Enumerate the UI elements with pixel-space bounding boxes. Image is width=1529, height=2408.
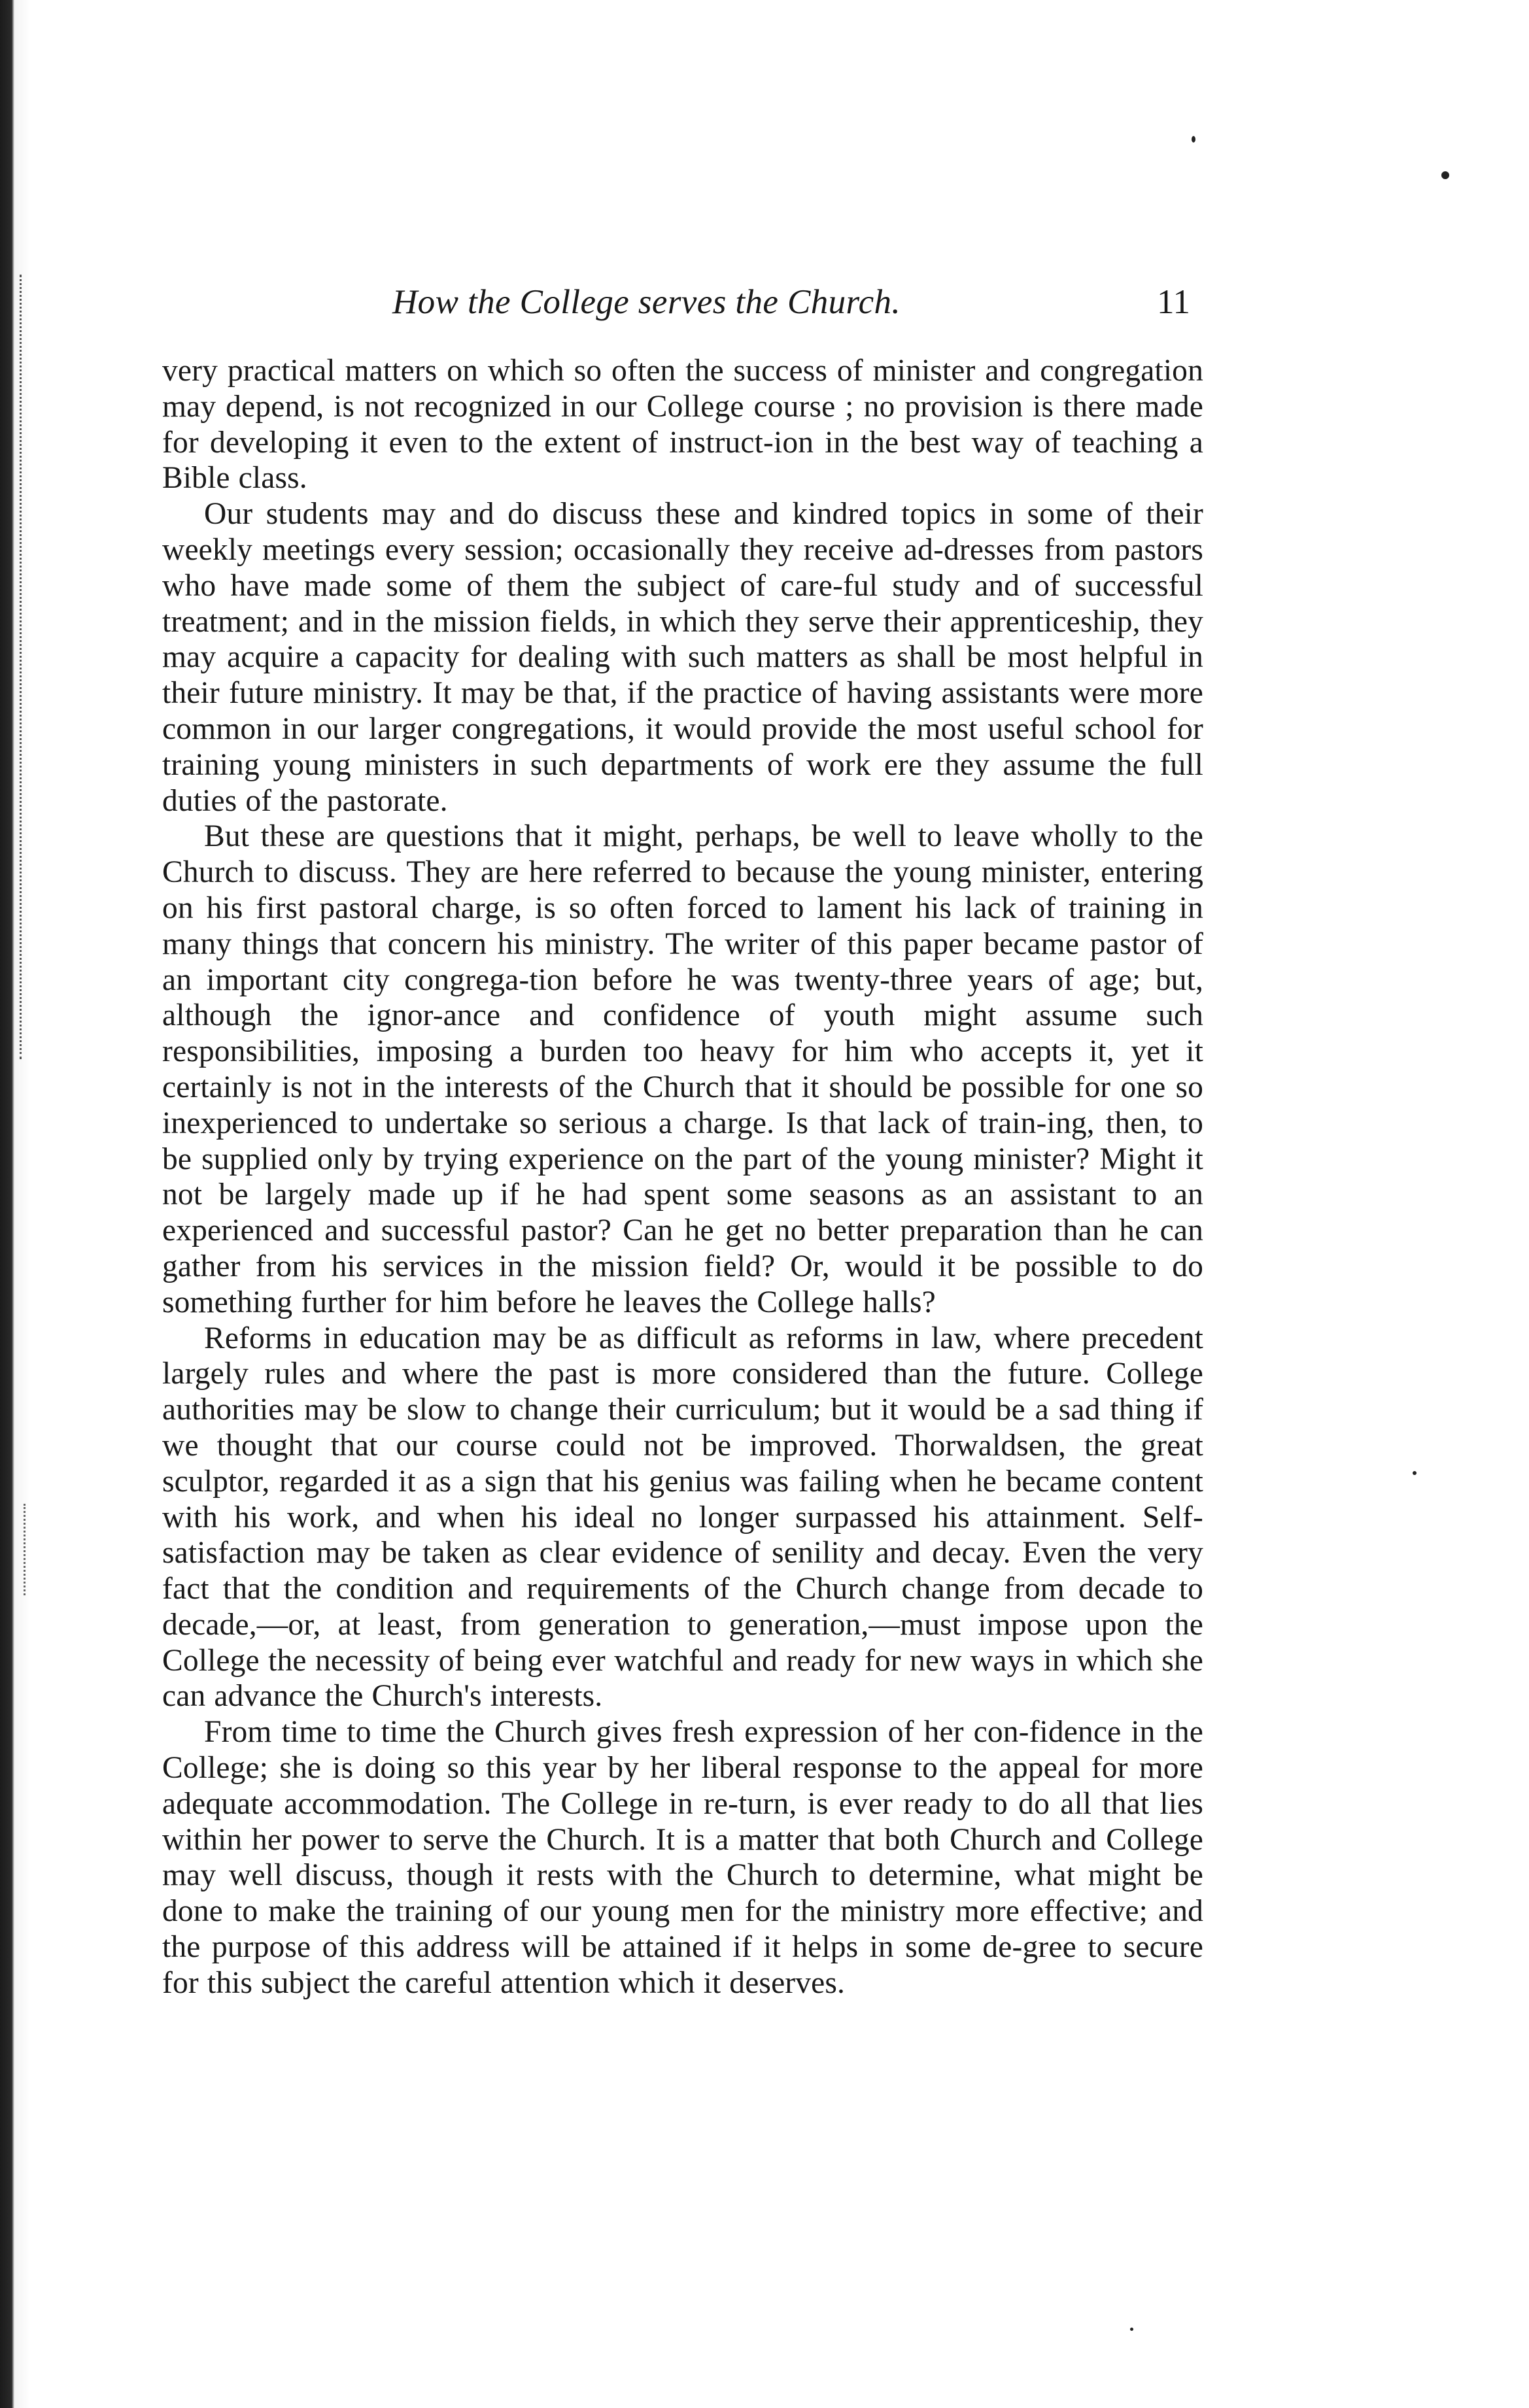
- ink-speck: [1130, 2328, 1133, 2331]
- paragraph: But these are questions that it might, perhaps, be well to leave wholly to the Church to discuss. They are here referred to because the young minister, entering on his first pastoral charge, is so often forced to lament his lack of training in many things that concern his ministry. The writer of this paper became pastor of an important city congrega-tion before he was twenty-three years of age; but, although the ignor-ance and confidence of youth might assume such responsibilities, imposing a burden too heavy for him who accepts it, yet it certainly is not in the interests of the Church that it should be possible for one so inexperienced to undertake so serious a charge. Is that lack of train-ing, then, to be supplied only by trying experience on the part of the young minister? Might it not be largely made up if he had spent some seasons as an assistant to an experienced and successful pastor? Can he get no better preparation than he can gather from his services in the mission field? Or, would it be possible to do something further for him before he leaves the College halls?: [162, 819, 1203, 1319]
- binding-stitch-marks-lower: [24, 1504, 32, 1595]
- ink-speck: [1192, 136, 1195, 143]
- paragraph: very practical matters on which so often the success of minister and congregation may depend, is not recognized in our College course ; no provision is there made for developing it even to the extent of instruct-ion in the best way of teaching a Bible class.: [162, 354, 1203, 496]
- page-header: [162, 282, 1203, 328]
- paragraph: From time to time the Church gives fresh expression of her con-fidence in the College; she is doing so this year by her liberal response to the appeal for more adequate accommodation. The College in re-turn, is ever ready to do all that lies within her power to serve the Church. It is a matter that both Church and College may well discuss, though it rests with the Church to determine, what might be done to make the training of our young men for the ministry more effective; and the purpose of this address will be attained if it helps in some de-gree to secure for this subject the careful attention which it deserves.: [162, 1715, 1203, 2000]
- running-head: How the College serves the Church.: [392, 283, 901, 321]
- page-number: 11: [1156, 283, 1190, 321]
- ink-speck: [1441, 171, 1449, 179]
- binding-stitch-marks: [20, 275, 29, 1059]
- paragraph: Reforms in education may be as difficult as reforms in law, where precedent largely rules and where the past is more considered than the future. College authorities may be slow to change their curriculum; but it would be a sad thing if we thought that our course could not be improved. Thorwaldsen, the great sculptor, regarded it as a sign that his genius was failing when he became content with his work, and when his ideal no longer surpassed his attainment. Self-satisfaction may be taken as clear evidence of senility and decay. Even the very fact that the condition and requirements of the Church change from decade to decade,—or, at least, from generation to generation,—must impose upon the College the necessity of being ever watchful and ready for new ways in which she can advance the Church's interests.: [162, 1321, 1203, 1714]
- paragraph: Our students may and do discuss these and kindred topics in some of their weekly meetings every session; occasionally they receive ad-dresses from pastors who have made some of them the subject of care-ful study and of successful treatment; and in the mission fields, in which they serve their apprenticeship, they may acquire a capacity for dealing with such matters as shall be most helpful in their future ministry. It may be that, if the practice of having assistants were more common in our larger congregations, it would provide the most useful school for training young ministers in such departments of work ere they assume the full duties of the pastorate.: [162, 497, 1203, 818]
- ink-speck: [1413, 1471, 1417, 1475]
- body-text: [162, 353, 1203, 2001]
